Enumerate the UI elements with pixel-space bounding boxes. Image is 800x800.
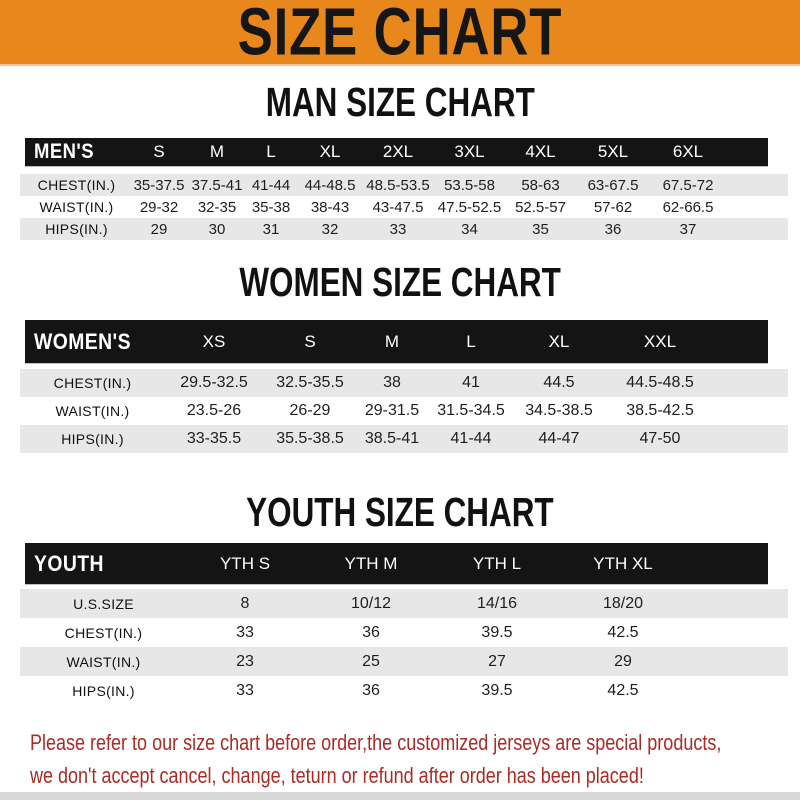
size-value (268, 425, 352, 453)
cell-text: 23 (236, 652, 254, 670)
cell-text: 58-63 (521, 176, 560, 194)
size-value (432, 425, 510, 453)
cell-text: 14/16 (476, 594, 518, 612)
size-value (298, 196, 362, 218)
cell-text: U.S.SIZE (73, 595, 134, 612)
cell-text: 33 (389, 220, 407, 238)
row-label (25, 369, 160, 397)
size-value (650, 174, 726, 196)
size-value (560, 618, 686, 647)
table-row (20, 196, 788, 218)
size-value (182, 589, 308, 618)
size-column-header (362, 138, 434, 166)
size-column-header (308, 543, 434, 584)
cell-text: 36 (604, 220, 622, 238)
banner-title: SIZE CHART (237, 0, 563, 70)
cell-text: 4XL (525, 142, 556, 161)
size-value (576, 174, 650, 196)
cell-text: YTH XL (593, 553, 653, 573)
size-value (608, 425, 712, 453)
cell-text: 26-29 (289, 402, 331, 419)
size-value (182, 676, 308, 705)
cell-text: 39.5 (481, 623, 513, 641)
size-column-header (128, 138, 190, 166)
cell-text: S (153, 142, 165, 161)
size-value (510, 369, 608, 397)
size-value (560, 647, 686, 676)
table-row (20, 369, 788, 397)
table-row (20, 397, 788, 425)
cell-text: 41-44 (251, 176, 291, 194)
size-column-header (650, 138, 726, 166)
size-value (434, 589, 560, 618)
cell-text: HIPS(IN.) (45, 221, 108, 237)
cell-text: S (304, 331, 316, 351)
row-label (25, 647, 182, 676)
size-value (510, 425, 608, 453)
size-value (244, 218, 298, 240)
size-value (576, 196, 650, 218)
cell-text: 44-47 (538, 430, 580, 447)
size-value (190, 196, 244, 218)
size-value (298, 218, 362, 240)
size-column-header (244, 138, 298, 166)
size-value (190, 174, 244, 196)
cell-text: YTH M (344, 553, 398, 573)
disclaimer-line2: we don't accept cancel, change, teturn or refund after order has been placed! (30, 763, 644, 788)
size-value (434, 676, 560, 705)
size-value (650, 218, 726, 240)
size-value (505, 218, 576, 240)
cell-text: 33 (236, 681, 254, 699)
size-column-header (505, 138, 576, 166)
cell-text: 67.5-72 (662, 176, 714, 194)
size-value (182, 647, 308, 676)
table-corner-label (25, 138, 128, 166)
row-label (25, 618, 182, 647)
table-row (20, 218, 788, 240)
cell-text: 35 (532, 220, 549, 238)
cell-text: XL (319, 142, 341, 161)
cell-text: 32 (321, 220, 339, 238)
size-chart-banner (0, 0, 800, 70)
cell-text: 27 (488, 652, 506, 670)
cell-text: 34 (461, 220, 478, 238)
size-value (434, 196, 505, 218)
womens-size-table (25, 320, 775, 453)
row-label (25, 218, 128, 240)
row-label (25, 196, 128, 218)
size-column-header (560, 543, 686, 584)
youth-section-title-text: YOUTH SIZE CHART (246, 489, 554, 535)
size-value (362, 174, 434, 196)
size-value (560, 676, 686, 705)
cell-text: 47.5-52.5 (437, 198, 502, 216)
cell-text: 41 (462, 374, 480, 391)
cell-text: WAIST(IN.) (55, 403, 130, 419)
table-corner-label (25, 320, 160, 363)
size-value (308, 618, 434, 647)
man-section-title (0, 79, 800, 125)
cell-text: M (384, 331, 400, 351)
row-label (25, 174, 128, 196)
cell-text: YOUTH (34, 550, 104, 576)
size-value (160, 397, 268, 425)
size-value (434, 174, 505, 196)
table-row (20, 174, 788, 196)
youth-size-table (25, 543, 775, 705)
cell-text: 57-62 (593, 198, 633, 216)
size-value (434, 218, 505, 240)
cell-text: 44.5-48.5 (626, 374, 694, 391)
cell-text: 5XL (597, 142, 629, 161)
table-header-row (25, 138, 768, 166)
size-value (268, 369, 352, 397)
cell-text: 29 (150, 220, 168, 238)
size-value (432, 397, 510, 425)
cell-text: 37.5-41 (191, 176, 243, 194)
women-section-title (0, 259, 800, 305)
table-row (20, 676, 788, 705)
women-section-title-text: WOMEN SIZE CHART (239, 259, 561, 305)
cell-text: 32-35 (197, 198, 237, 216)
size-value (576, 218, 650, 240)
table-header-row (25, 320, 768, 363)
size-value (510, 397, 608, 425)
size-value (432, 369, 510, 397)
cell-text: 29-32 (139, 198, 179, 216)
cell-text: YTH S (219, 553, 271, 573)
cell-text: 33 (236, 623, 254, 641)
cell-text: 2XL (382, 142, 414, 161)
size-value (244, 174, 298, 196)
size-value (505, 196, 576, 218)
table-header-row (25, 543, 768, 584)
cell-text: CHEST(IN.) (64, 624, 143, 641)
cell-text: WAIST(IN.) (39, 199, 114, 215)
size-value (560, 589, 686, 618)
cell-text: YTH L (472, 553, 522, 573)
cell-text: 38-43 (310, 198, 350, 216)
cell-text: 25 (362, 652, 380, 670)
cell-text: 52.5-57 (515, 198, 566, 216)
size-value (608, 397, 712, 425)
size-column-header (268, 320, 352, 363)
size-value (308, 589, 434, 618)
cell-text: 29 (614, 652, 632, 670)
row-label (25, 397, 160, 425)
size-value (608, 369, 712, 397)
size-column-header (160, 320, 268, 363)
table-row (20, 425, 788, 453)
size-value (505, 174, 576, 196)
cell-text: 31.5-34.5 (437, 402, 505, 419)
bottom-edge-strip (0, 792, 800, 800)
size-column-header (190, 138, 244, 166)
size-column-header (182, 543, 308, 584)
size-value (128, 174, 190, 196)
size-column-header (298, 138, 362, 166)
size-value (308, 676, 434, 705)
cell-text: L (466, 331, 476, 351)
row-label (25, 676, 182, 705)
size-value (298, 174, 362, 196)
cell-text: 63-67.5 (587, 176, 639, 194)
size-column-header (434, 138, 505, 166)
cell-text: 33-35.5 (186, 430, 242, 447)
cell-text: 48.5-53.5 (366, 176, 430, 194)
cell-text: 10/12 (350, 594, 392, 612)
cell-text: 32.5-35.5 (276, 374, 344, 391)
cell-text: M (209, 142, 225, 161)
size-value (160, 425, 268, 453)
cell-text: 44.5 (543, 374, 575, 391)
cell-text: 38.5-42.5 (626, 402, 694, 419)
size-column-header (608, 320, 712, 363)
cell-text: 35.5-38.5 (276, 430, 344, 447)
cell-text: 36 (362, 623, 380, 641)
size-value (182, 618, 308, 647)
size-value (268, 397, 352, 425)
size-value (128, 218, 190, 240)
size-value (650, 196, 726, 218)
size-column-header (434, 543, 560, 584)
cell-text: 38 (383, 374, 401, 391)
table-corner-label (25, 543, 182, 584)
cell-text: 8 (240, 594, 250, 612)
cell-text: XXL (643, 331, 677, 351)
mens-size-table (25, 138, 775, 240)
cell-text: 39.5 (481, 681, 513, 699)
cell-text: 47-50 (639, 430, 681, 447)
cell-text: CHEST(IN.) (53, 375, 132, 391)
cell-text: 29.5-32.5 (180, 374, 248, 391)
cell-text: 23.5-26 (186, 402, 242, 419)
cell-text: 43-47.5 (372, 198, 424, 216)
cell-text: 29-31.5 (364, 402, 420, 419)
cell-text: 31 (262, 220, 280, 238)
cell-text: 44-48.5 (304, 176, 356, 194)
cell-text: 18/20 (602, 594, 644, 612)
size-value (352, 369, 432, 397)
size-value (190, 218, 244, 240)
size-value (352, 425, 432, 453)
table-row (20, 618, 788, 647)
man-section-title-text: MAN SIZE CHART (265, 79, 535, 125)
size-value (352, 397, 432, 425)
cell-text: 53.5-58 (444, 176, 495, 194)
cell-text: 34.5-38.5 (525, 402, 593, 419)
cell-text: WAIST(IN.) (66, 653, 141, 670)
cell-text: HIPS(IN.) (72, 682, 135, 699)
cell-text: 62-66.5 (662, 198, 714, 216)
size-value (308, 647, 434, 676)
size-column-header (576, 138, 650, 166)
size-value (362, 218, 434, 240)
cell-text: MEN'S (34, 140, 94, 163)
cell-text: 35-38 (251, 198, 291, 216)
size-value (244, 196, 298, 218)
cell-text: 42.5 (607, 681, 639, 699)
table-row (20, 589, 788, 618)
size-column-header (352, 320, 432, 363)
disclaimer-line1: Please refer to our size chart before order,the customized jerseys are special products, (30, 730, 722, 755)
size-value (128, 196, 190, 218)
size-value (362, 196, 434, 218)
size-value (434, 647, 560, 676)
cell-text: 6XL (672, 142, 704, 161)
row-label (25, 425, 160, 453)
size-column-header (432, 320, 510, 363)
cell-text: 36 (362, 681, 380, 699)
cell-text: XL (548, 331, 570, 351)
size-column-header (510, 320, 608, 363)
table-row (20, 647, 788, 676)
cell-text: XS (202, 331, 226, 351)
cell-text: 30 (208, 220, 226, 238)
cell-text: 41-44 (450, 430, 492, 447)
cell-text: WOMEN'S (34, 328, 131, 354)
cell-text: CHEST(IN.) (37, 177, 116, 193)
row-label (25, 589, 182, 618)
size-value (160, 369, 268, 397)
cell-text: 3XL (454, 142, 485, 161)
disclaimer-note (30, 726, 790, 792)
cell-text: 42.5 (607, 623, 639, 641)
size-value (434, 618, 560, 647)
cell-text: 38.5-41 (364, 430, 420, 447)
cell-text: L (266, 142, 276, 161)
cell-text: 35-37.5 (133, 176, 185, 194)
cell-text: 37 (679, 220, 697, 238)
cell-text: HIPS(IN.) (61, 431, 124, 447)
youth-section-title (0, 489, 800, 535)
